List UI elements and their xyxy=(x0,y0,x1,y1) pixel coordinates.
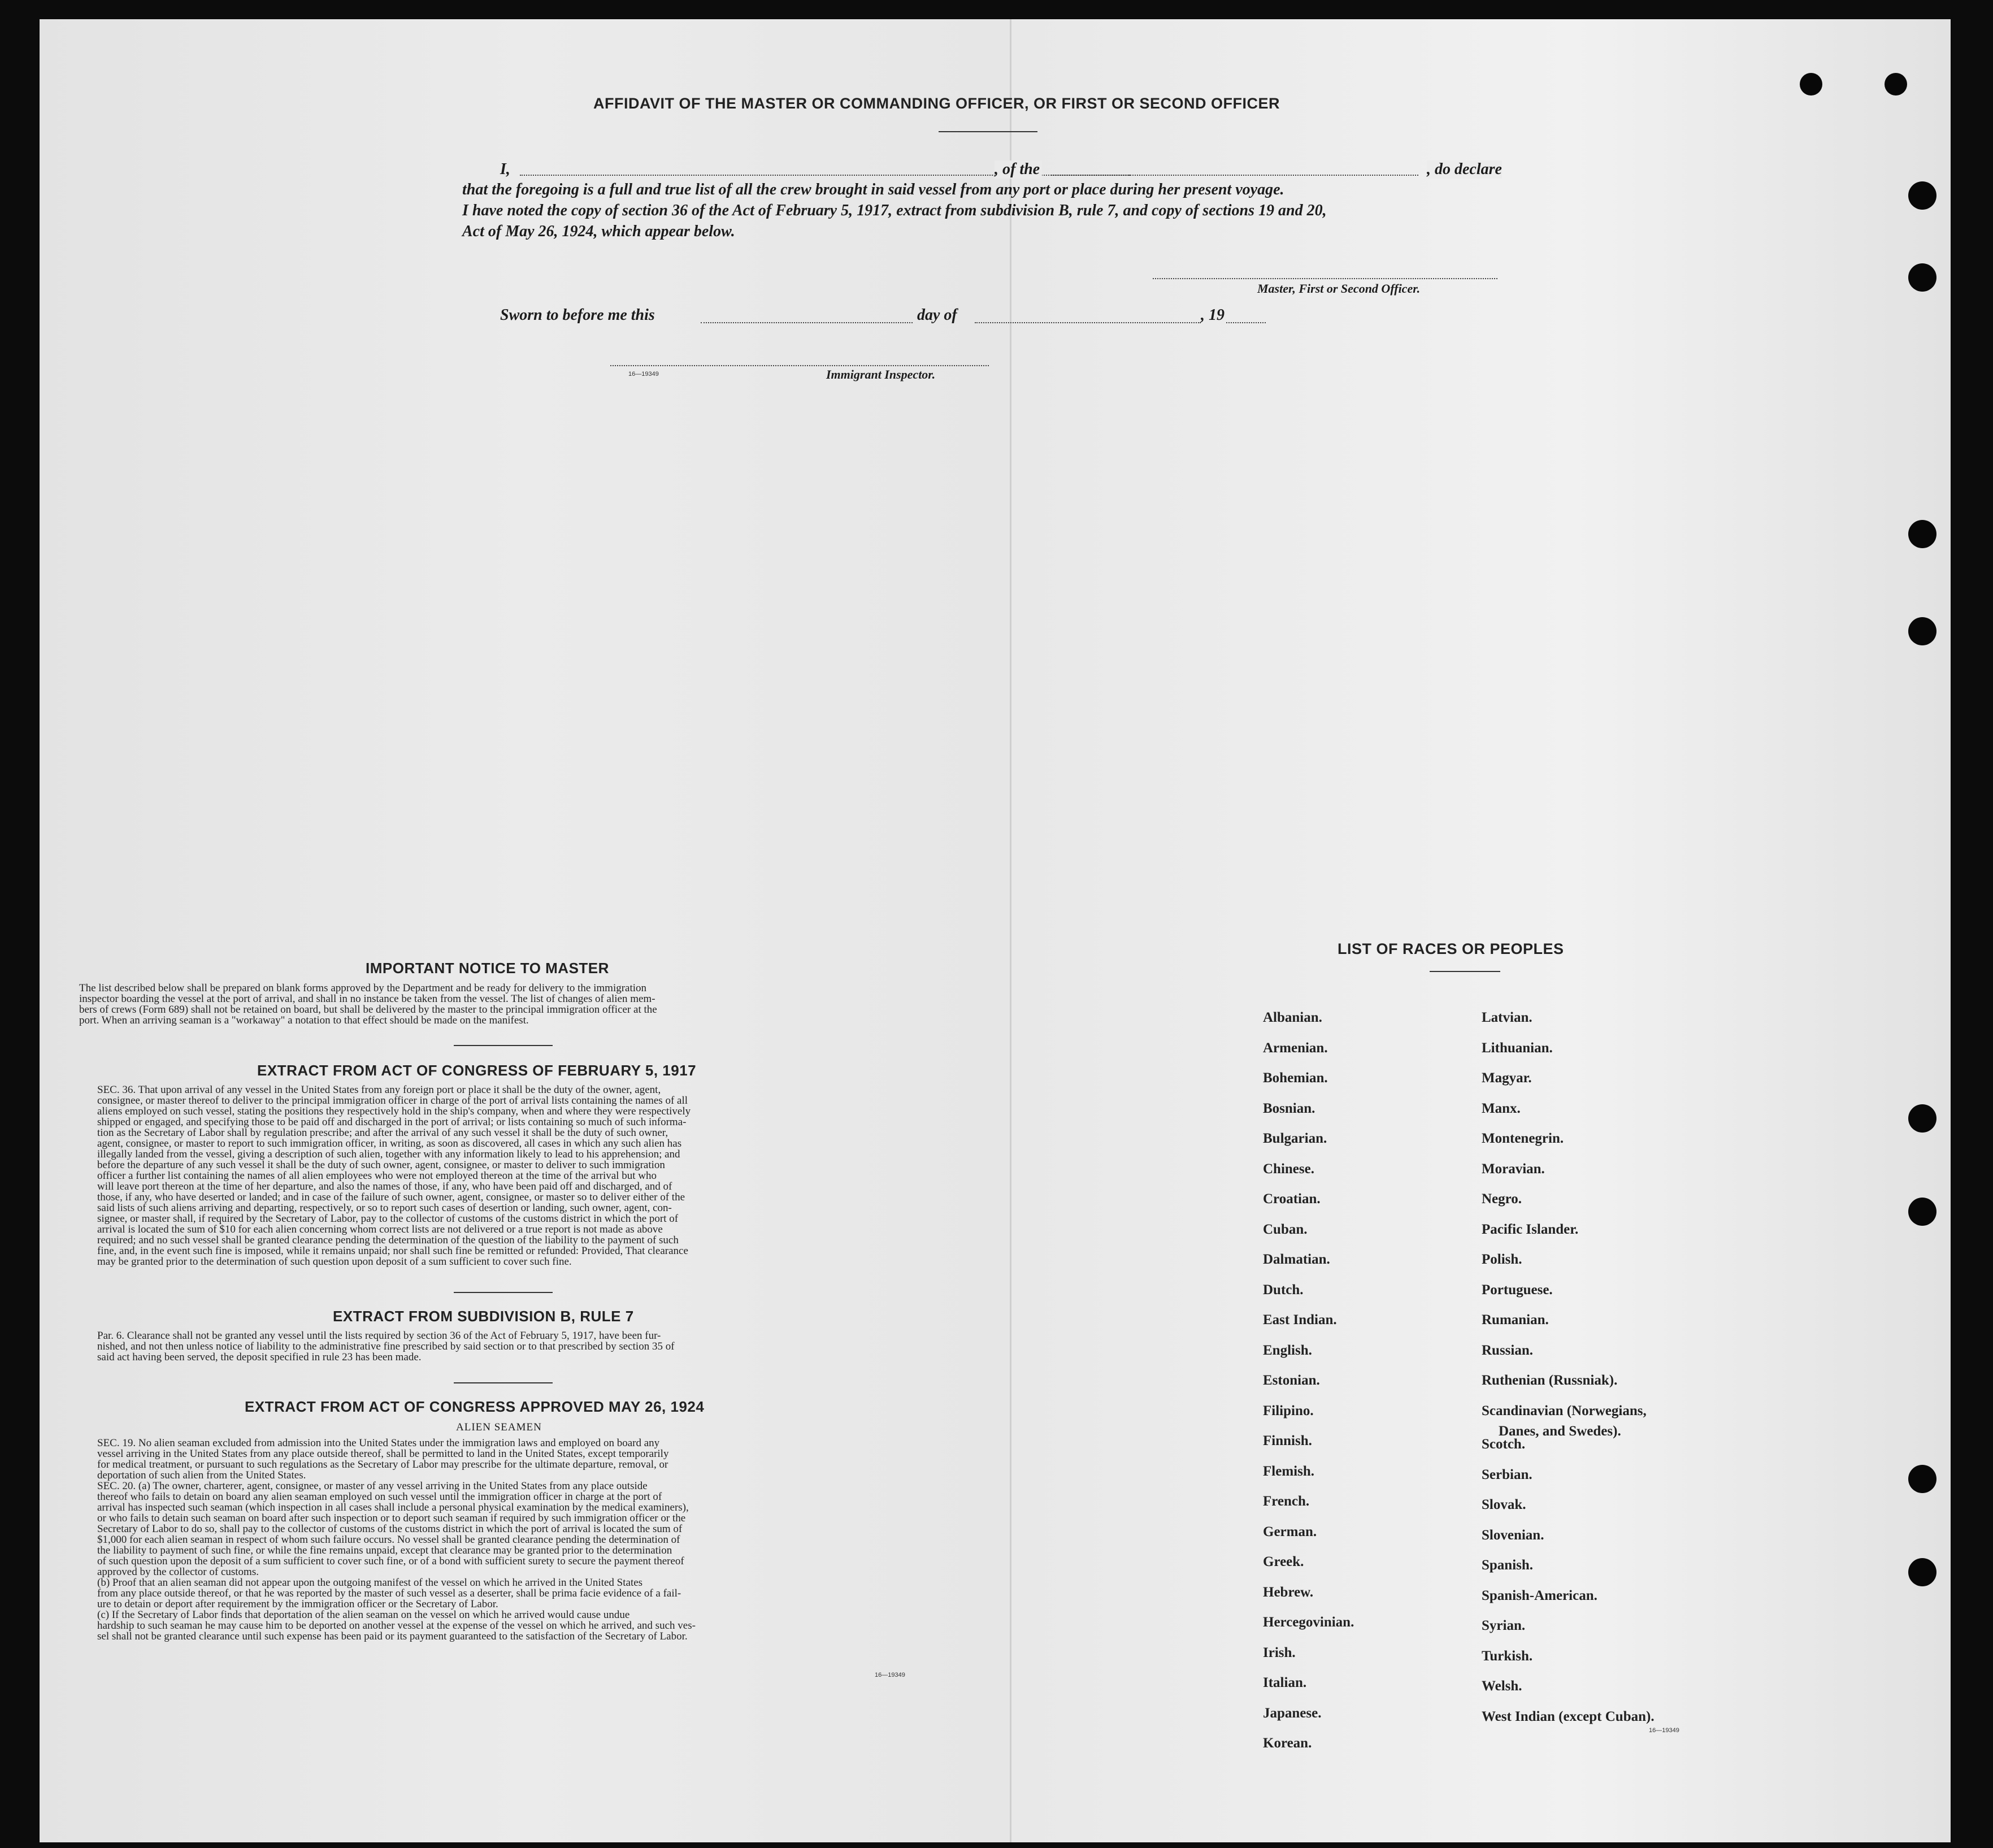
race-item: Bohemian. xyxy=(1263,1070,1328,1086)
race-item: Pacific Islander. xyxy=(1482,1221,1579,1237)
race-item: English. xyxy=(1263,1342,1312,1358)
notice-body xyxy=(79,983,975,1026)
rule7-line: nished, and not then unless notice of liability to the administrative fine prescribed by said section or to that prescribed by section 35 of xyxy=(97,1341,675,1352)
inspector-label: Immigrant Inspector. xyxy=(826,367,936,381)
extract-1924-line: SEC. 20. (a) The owner, charterer, agent, consignee, or master of any vessel arriving in the United States from any place outside xyxy=(97,1480,648,1492)
extract-1917-line: those, if any, who have deserted or landed; and in case of the failure of such owner, agent, consignee, or master so to deliver either of the xyxy=(97,1191,685,1203)
punch-hole-top xyxy=(1800,73,1822,96)
race-item: Montenegrin. xyxy=(1482,1131,1564,1146)
race-item: Welsh. xyxy=(1482,1678,1522,1694)
punch-hole-top xyxy=(1885,73,1907,96)
race-item: Negro. xyxy=(1482,1191,1522,1207)
extract-1917-line: signee, or master shall, if required by the Secretary of Labor, pay to the collector of customs of the customs district in which the port of xyxy=(97,1213,679,1225)
race-item: Russian. xyxy=(1482,1342,1534,1358)
extract-1924-line: deportation of such alien from the United States. xyxy=(97,1469,306,1481)
race-item: Finnish. xyxy=(1263,1433,1312,1448)
extract-1917-line: agent, consignee, or master to report to such immigration officer, in writing, as soon as discovered, all cases in which any such alien has xyxy=(97,1138,682,1149)
sworn-day-line xyxy=(701,322,913,323)
notice-line: bers of crews (Form 689) shall not be retained on board, but shall be delivered by the master to the principal immigration officer at the xyxy=(79,1004,657,1016)
race-item: Portuguese. xyxy=(1482,1282,1553,1298)
form-number-top: 16—19349 xyxy=(628,371,659,378)
extract-1924-line: hardship to such seaman he may cause him to be deported on another vessel at the expense of the vessel on which he arrived, and such ves- xyxy=(97,1620,696,1632)
extract-1924-line: from any place outside thereof, or that he was reported by the master of such vessel as a deserter, shall be prima facie evidence of a fail- xyxy=(97,1587,681,1599)
inspector-signature-line xyxy=(610,365,989,366)
race-item: Japanese. xyxy=(1263,1705,1322,1721)
race-item: Armenian. xyxy=(1263,1040,1328,1056)
race-item: Italian. xyxy=(1263,1675,1307,1690)
punch-hole xyxy=(1908,1104,1936,1133)
race-item: Moravian. xyxy=(1482,1161,1545,1177)
race-item: Flemish. xyxy=(1263,1463,1314,1479)
form-number-bottom-right: 16—19349 xyxy=(1649,1727,1679,1734)
race-item: Hebrew. xyxy=(1263,1584,1314,1600)
extract-1917-line: arrival is located the sum of $10 for each alien concerning whom correct lists are not delivered or a true report is not made as above xyxy=(97,1224,663,1235)
race-item: Turkish. xyxy=(1482,1648,1533,1664)
race-item: Manx. xyxy=(1482,1100,1521,1116)
race-item: Ruthenian (Russniak). xyxy=(1482,1373,1618,1388)
vessel-name-line xyxy=(1051,175,1418,176)
race-item: Albanian. xyxy=(1263,1010,1322,1025)
form-number-bottom-left: 16—19349 xyxy=(875,1672,905,1678)
race-item: Scandinavian (Norwegians, xyxy=(1482,1403,1647,1418)
affidavit-line-2: that the foregoing is a full and true list of all the crew brought in said vessel from any port or place during her present voyage. xyxy=(462,181,1284,198)
notice-line: inspector boarding the vessel at the port of arrival, and shall in no instance be taken from the vessel. The list of changes of alien mem- xyxy=(79,993,655,1005)
extract-1924-subtitle: ALIEN SEAMEN xyxy=(456,1421,542,1433)
extract-1924-line: or who fails to detain such seaman on board after such inspection or to deport such seaman if required by such immigration officer or the xyxy=(97,1512,686,1524)
fold-crease xyxy=(1010,19,1011,1842)
section-divider xyxy=(454,1045,553,1046)
extract-1917-line: said lists of such aliens arriving and departing, respectively, or so to report such cases of desertion or landing, such owner, agent, con- xyxy=(97,1202,672,1214)
races-title: LIST OF RACES OR PEOPLES xyxy=(1338,940,1564,957)
punch-hole xyxy=(1908,1558,1936,1586)
document-page xyxy=(40,19,1951,1842)
extract-1924-title: EXTRACT FROM ACT OF CONGRESS APPROVED MAY 26, 1924 xyxy=(245,1398,705,1415)
race-item: Latvian. xyxy=(1482,1010,1532,1025)
affidavit-line-4: Act of May 26, 1924, which appear below. xyxy=(462,223,735,240)
race-item: Estonian. xyxy=(1263,1373,1320,1388)
section-divider xyxy=(454,1382,553,1383)
extract-1917-line: shipped or engaged, and specifying those to be paid off and discharged in the port of arrival; or lists containing so much of such informa- xyxy=(97,1116,687,1128)
title-underline xyxy=(939,131,1037,132)
race-item: Korean. xyxy=(1263,1736,1312,1751)
master-signature-label: Master, First or Second Officer. xyxy=(1257,281,1421,296)
extract-1924-line: vessel arriving in the United States from any place outside thereof, shall be permitted to land in the United States, except temporarily xyxy=(97,1448,669,1460)
race-item: Cuban. xyxy=(1263,1221,1308,1237)
race-item: German. xyxy=(1263,1524,1317,1539)
affidavit-title: AFFIDAVIT OF THE MASTER OR COMMANDING OFFICER, OR FIRST OR SECOND OFFICER xyxy=(593,95,1280,112)
race-item: French. xyxy=(1263,1494,1310,1509)
extract-1924-line: (b) Proof that an alien seaman did not appear upon the outgoing manifest of the vessel on which he arrived in the United States xyxy=(97,1577,643,1589)
sworn-month-line xyxy=(975,322,1201,323)
punch-hole xyxy=(1908,181,1936,210)
punch-hole xyxy=(1908,263,1936,292)
of-the-label: , of the xyxy=(995,160,1042,179)
race-item: Dutch. xyxy=(1263,1282,1304,1298)
affidavit-line-3: I have noted the copy of section 36 of the Act of February 5, 1917, extract from subdivision B, rule 7, and copy of sections 19 and 20, xyxy=(462,202,1327,219)
extract-1924-line: SEC. 19. No alien seaman excluded from admission into the United States under the immigration laws and employed on board any xyxy=(97,1437,660,1449)
page-right-panel xyxy=(1011,19,1951,1842)
year-label: , 19 xyxy=(1201,306,1225,324)
extract-1924-line: ure to detain or deport after requirement by the immigration officer or the Secretary of Labor. xyxy=(97,1598,498,1610)
punch-hole xyxy=(1908,1198,1936,1226)
race-item: Spanish. xyxy=(1482,1558,1534,1573)
declarant-label: I, xyxy=(500,160,510,178)
race-item: Spanish-American. xyxy=(1482,1587,1597,1603)
race-item: Filipino. xyxy=(1263,1403,1314,1418)
race-item: Slovenian. xyxy=(1482,1527,1544,1543)
master-signature-line xyxy=(1153,278,1497,279)
race-item: West Indian (except Cuban). xyxy=(1482,1708,1655,1724)
extract-1917-line: will leave port thereon at the time of her departure, and also the names of those, if any, who have been paid off and discharged, and of xyxy=(97,1181,672,1192)
extract-1924-line: thereof who fails to detain on board any alien seaman employed on such vessel until the immigration officer in charge at the port of xyxy=(97,1491,662,1503)
punch-hole xyxy=(1908,520,1936,548)
extract-1924-body xyxy=(97,1438,975,1642)
extract-1924-line: sel shall not be granted clearance until such expense has been paid or its payment guaranteed to the satisfaction of the Secretary of Labor. xyxy=(97,1630,688,1642)
extract-1917-line: fine, and, in the event such fine is imposed, while it remains unpaid; nor shall such fine be remitted or refunded: Provided, That clearance xyxy=(97,1245,688,1257)
do-declare-label: , do declare xyxy=(1427,160,1502,178)
extract-1924-line: (c) If the Secretary of Labor finds that deportation of the alien seaman on the vessel on which he arrived would cause undue xyxy=(97,1609,630,1621)
notice-title: IMPORTANT NOTICE TO MASTER xyxy=(366,960,609,977)
extract-1924-line: the liability to payment of such fine, or while the fine remains unpaid, except that clearance may be granted prior to the determination xyxy=(97,1545,672,1556)
race-item: Greek. xyxy=(1263,1554,1304,1569)
extract-1924-line: $1,000 for each alien seaman in respect of whom such failure occurs. No vessel shall be granted clearance pending the determination of xyxy=(97,1534,680,1546)
extract-1917-line: consignee, or master thereof to deliver to the principal immigration officer in charge of the port of arrival lists containing the names of all xyxy=(97,1095,688,1107)
notice-line: The list described below shall be prepared on blank forms approved by the Department and be ready for delivery to the immigration xyxy=(79,982,647,994)
extract-1917-line: officer a further list containing the names of all alien employees who were not employed thereon at the time of the arrival but who xyxy=(97,1170,657,1182)
races-title-underline xyxy=(1430,971,1500,972)
rule7-line: said act having been served, the deposit specified in rule 23 has been made. xyxy=(97,1351,422,1363)
rule7-line: Par. 6. Clearance shall not be granted any vessel until the lists required by section 36 of the Act of February 5, 1917, have been fur- xyxy=(97,1330,661,1342)
race-item: Lithuanian. xyxy=(1482,1040,1553,1056)
extract-1917-line: may be granted prior to the determination of such question upon deposit of a sum sufficient to cover such fine. xyxy=(97,1256,572,1268)
sworn-label: Sworn to before me this xyxy=(500,306,655,324)
race-item: Dalmatian. xyxy=(1263,1252,1330,1267)
race-item: Polish. xyxy=(1482,1252,1522,1267)
race-item: Croatian. xyxy=(1263,1191,1321,1207)
punch-hole xyxy=(1908,1465,1936,1493)
extract-1924-line: approved by the collector of customs. xyxy=(97,1566,259,1578)
year-line xyxy=(1226,322,1266,323)
race-item: Danes, and Swedes). xyxy=(1499,1423,1621,1439)
extract-1917-line: illegally landed from the vessel, giving a description of such alien, together with any information likely to lead to his apprehension; and xyxy=(97,1148,680,1160)
extract-1924-line: Secretary of Labor to do so, shall pay to the collector of customs of the customs district in which the port of arrival is located the sum of xyxy=(97,1523,683,1535)
extract-1917-line: SEC. 36. That upon arrival of any vessel in the United States from any foreign port or place it shall be the duty of the owner, agent, xyxy=(97,1084,661,1096)
race-item: Bosnian. xyxy=(1263,1100,1315,1116)
extract-1924-line: for medical treatment, or pursuant to such regulations as the Secretary of Labor may prescribe for the ultimate departure, removal, or xyxy=(97,1459,668,1470)
race-item: Scotch. xyxy=(1482,1437,1526,1452)
race-item: Syrian. xyxy=(1482,1618,1526,1633)
extract-1924-line: arrival has inspected such seaman (which inspection in all cases shall include a personal physical examination by the medical examiners), xyxy=(97,1502,689,1513)
rule7-title: EXTRACT FROM SUBDIVISION B, RULE 7 xyxy=(333,1308,634,1325)
extract-1917-line: required; and no such vessel shall be granted clearance pending the determination of the question of the liability to the payment of such xyxy=(97,1234,679,1246)
race-item: Slovak. xyxy=(1482,1497,1526,1512)
extract-1917-line: aliens employed on such vessel, stating the positions they respectively hold in the ship's company, when and where they were respectively xyxy=(97,1105,691,1117)
race-item: East Indian. xyxy=(1263,1312,1337,1328)
day-of-label: day of xyxy=(917,306,957,324)
race-item: Chinese. xyxy=(1263,1161,1314,1177)
race-item: Serbian. xyxy=(1482,1467,1532,1482)
notice-line: port. When an arriving seaman is a "workaway" a notation to that effect should be made on the manifest. xyxy=(79,1014,529,1026)
extract-1917-title: EXTRACT FROM ACT OF CONGRESS OF FEBRUARY 5, 1917 xyxy=(257,1062,697,1079)
rule7-body xyxy=(97,1330,975,1363)
extract-1917-line: tion as the Secretary of Labor shall by regulation prescribe; and after the arrival of any such vessel it shall be the duty of such owner, xyxy=(97,1127,668,1139)
punch-hole xyxy=(1908,617,1936,645)
extract-1917-body xyxy=(97,1084,975,1267)
extract-1917-line: before the departure of any such vessel it shall be the duty of such owner, agent, consignee, or master to deliver to such immigration xyxy=(97,1159,665,1171)
race-item: Irish. xyxy=(1263,1645,1296,1660)
section-divider xyxy=(454,1292,553,1293)
race-item: Hercegovinian. xyxy=(1263,1615,1354,1630)
race-item: Rumanian. xyxy=(1482,1312,1549,1328)
extract-1924-line: of such question upon the deposit of a sum sufficient to cover such fine, or of a bond with sufficient surety to secure the payment thereof xyxy=(97,1555,684,1567)
race-item: Magyar. xyxy=(1482,1070,1532,1086)
race-item: Bulgarian. xyxy=(1263,1131,1327,1146)
